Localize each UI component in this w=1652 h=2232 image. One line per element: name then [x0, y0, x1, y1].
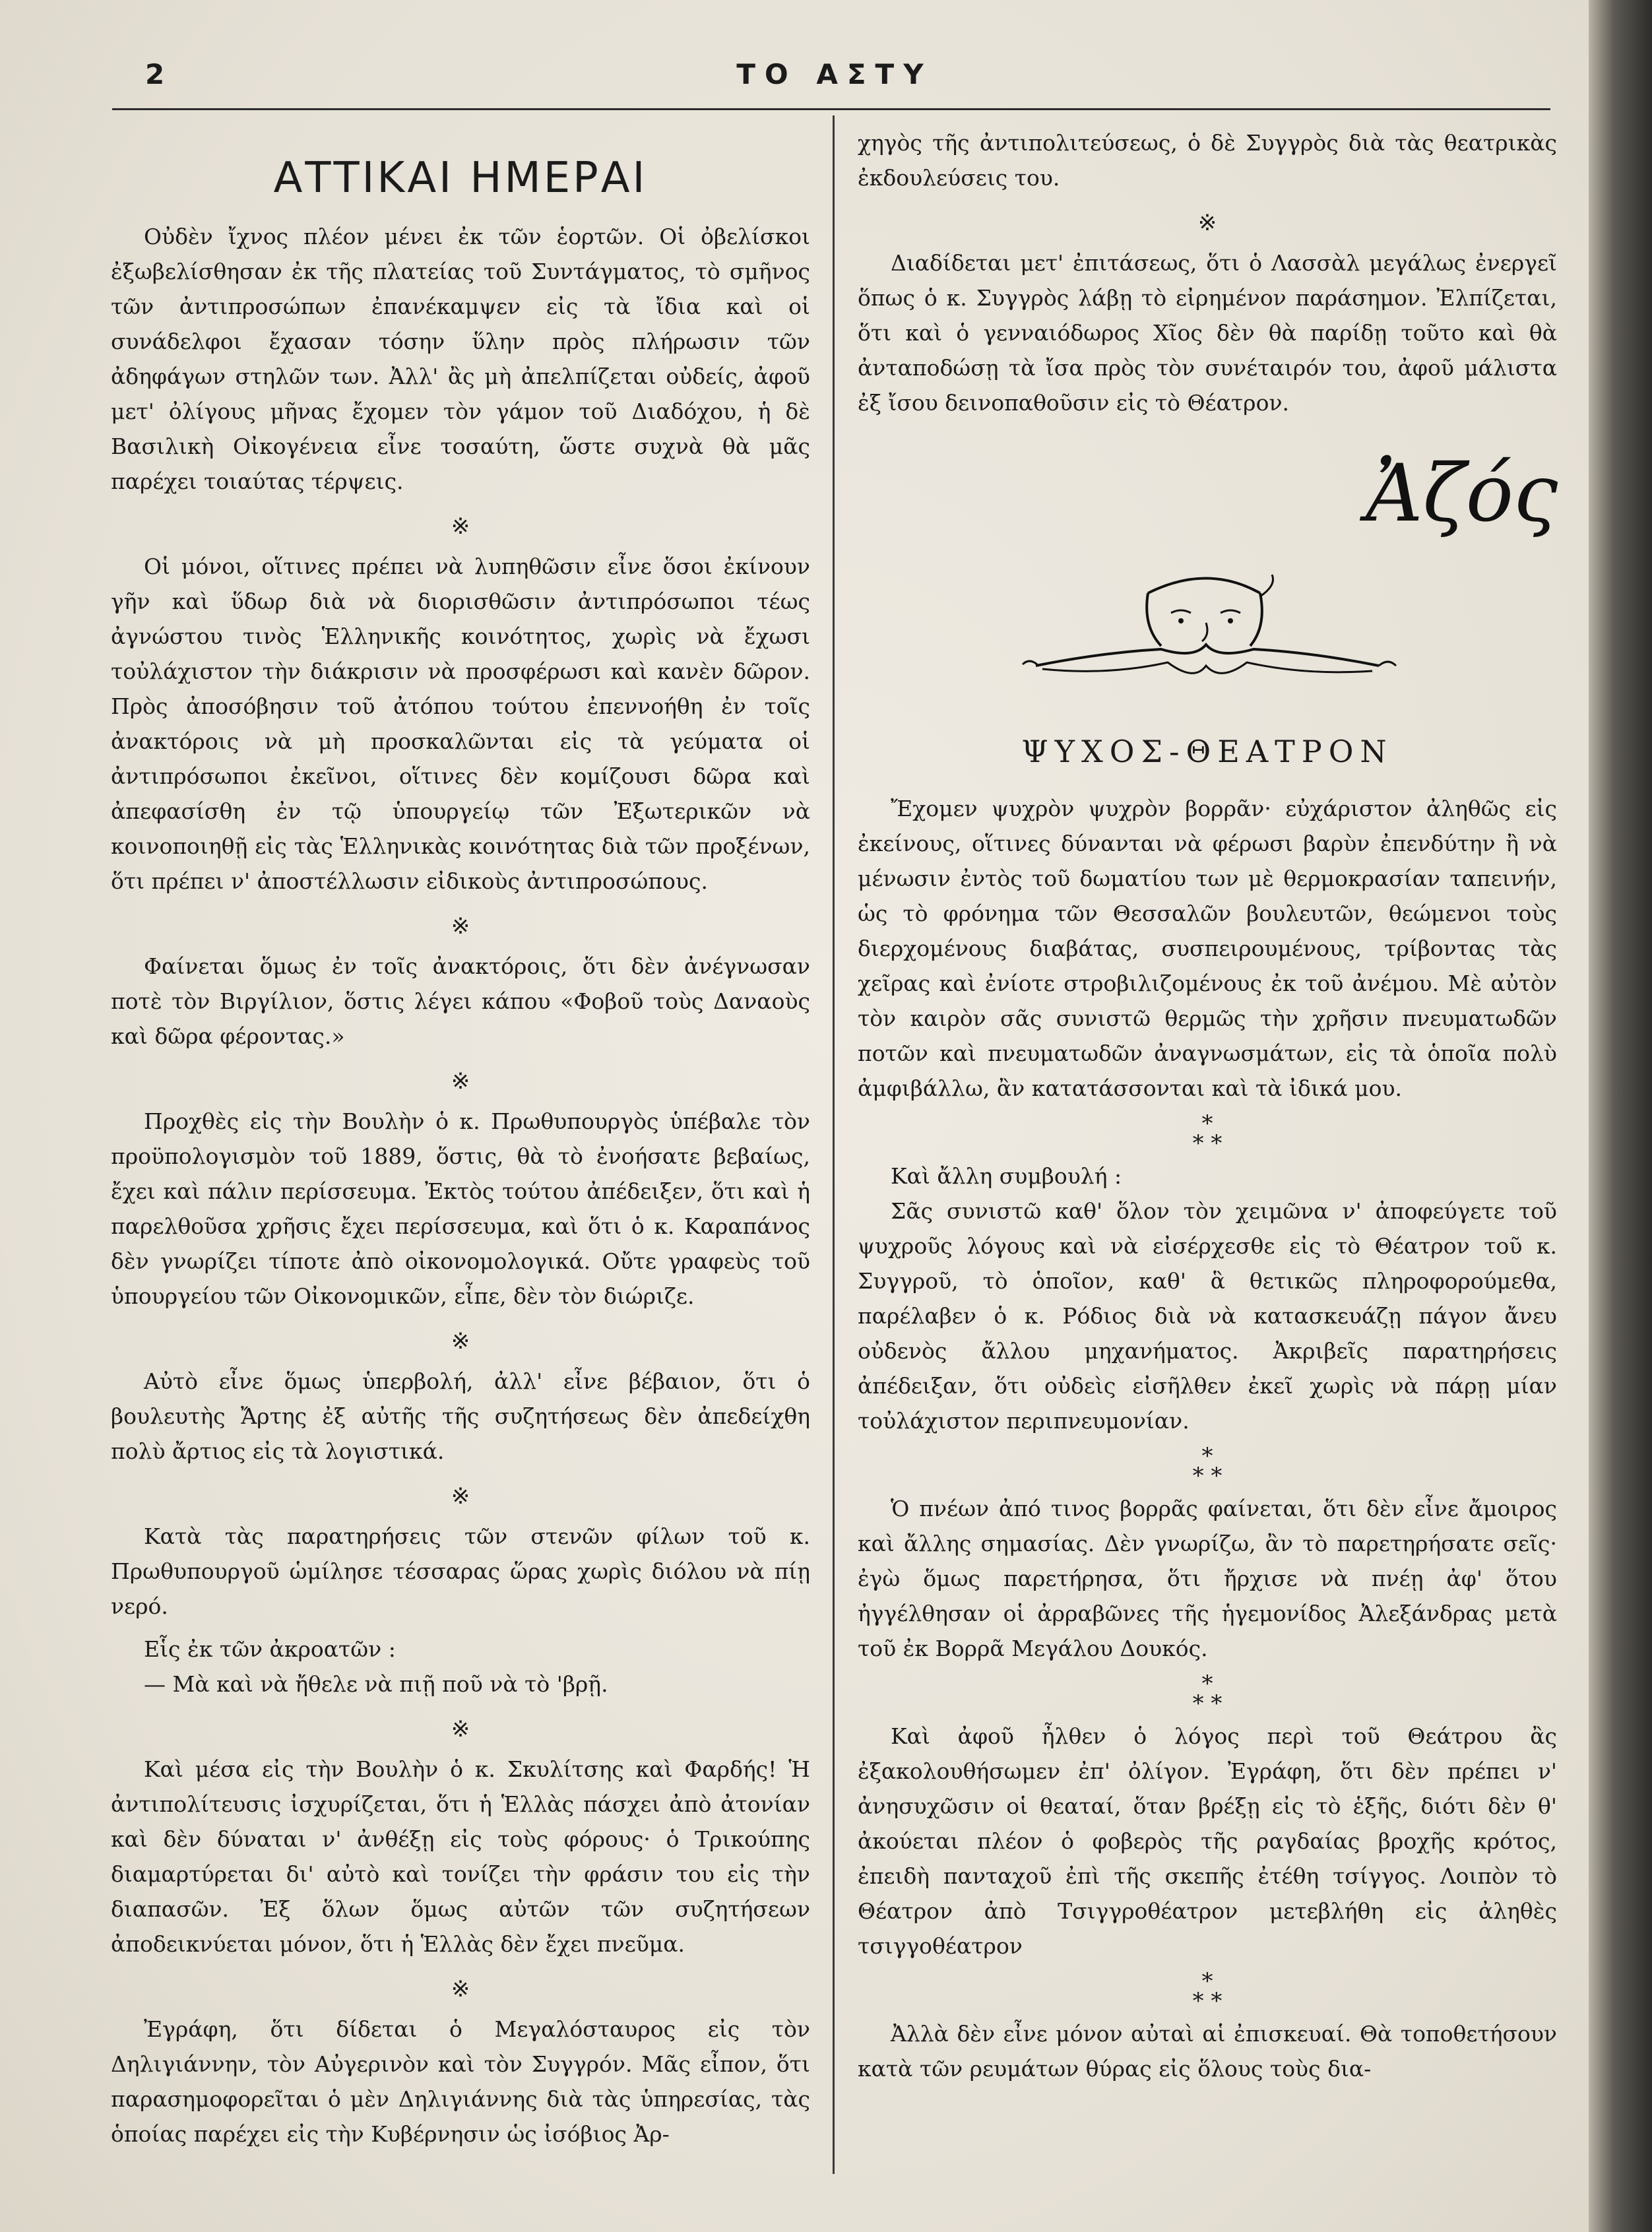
section-title-psychos-theatron: ΨΥΧΟΣ-ΘΕΑΤΡΟΝ [1021, 734, 1393, 769]
star-separator [858, 1110, 1557, 1157]
page-number: 2 [145, 58, 165, 90]
separator-ornament: ※ [451, 1976, 470, 2002]
page-header [125, 58, 1544, 104]
separator-ornament: ※ [451, 513, 470, 540]
separator-ornament: ※ [451, 913, 470, 940]
paragraph: Κατὰ τὰς παρατηρήσεις τῶν στενῶν φίλων τοῦ κ. Πρωθυπουργοῦ ὡμίλησε τέσσαρας ὥρας χωρὶς διόλου νὰ πίῃ νερό. [111, 1523, 810, 1619]
signature-text: Ἀζός [1366, 448, 1558, 540]
paragraph: Διαδίδεται μετ' ἐπιτάσεως, ὅτι ὁ Λασσὰλ μεγάλως ἐνεργεῖ ὅπως ὁ κ. Συγγρὸς λάβῃ τὸ εἰρημένον παράσημον. Ἐλπίζεται, ὅτι καὶ ὁ γενναιόδωρος Χῖος δὲν θὰ παρίδῃ τοῦτο καὶ θὰ ἀνταποδώσῃ τὰ ἴσα πρὸς τὸν συνέταιρόν του, ἀφοῦ μάλιστα ἐξ ἴσου δεινοπαθοῦσιν εἰς τὸ Θέατρον. [858, 250, 1557, 416]
star-pair: * * [1192, 1690, 1223, 1717]
paragraph: Αὐτὸ εἶνε ὅμως ὑπερβολή, ἀλλ' εἶνε βέβαιον, ὅτι ὁ βουλευτὴς Ἄρτης ἐξ αὐτῆς τῆς συζητήσεως δὲν ἀπεδείχθη πολὺ ἄρτιος εἰς τὰ λογιστικά. [111, 1368, 810, 1464]
paragraph: Οἱ μόνοι, οἵτινες πρέπει νὰ λυπηθῶσιν εἶνε ὅσοι ἐκίνουν γῆν καὶ ὕδωρ διὰ νὰ διορισθῶσιν ἀντιπρόσωποι τέως ἀγνώστου τινὸς Ἑλληνικῆς κοινότητος, χωρὶς νὰ ἔχωσι τοὐλάχιστον τὴν διάκρισιν νὰ προσφέρωσι καὶ κανὲν δῶρον. Πρὸς ἀποσόβησιν τοῦ ἀτόπου τούτου ἐπεννοήθη ἐν τοῖς ἀνακτόροις νὰ μὴ προσκαλῶνται εἰς τὰ γεύματα οἱ ἀντιπρόσωποι ἐκεῖνοι, οἵτινες δὲν κομίζουσι δῶρα καὶ ἀπεφασίσθη ἐν τῷ ὑπουργείῳ τῶν Ἐξωτερικῶν νὰ κοινοποιηθῇ εἰς τὰς Ἑλληνικὰς κοινότητας διὰ τῶν προξένων, ὅτι πρέπει ν' ἀποστέλλωσιν εἰδικοὺς ἀντιπροσώπους. [111, 554, 810, 894]
paragraph: Εἷς ἐκ τῶν ἀκροατῶν : [144, 1636, 396, 1662]
paragraph: Ὁ πνέων ἀπό τινος βορρᾶς φαίνεται, ὅτι δὲν εἶνε ἄμοιρος καὶ ἄλλης σημασίας. Δὲν γνωρίζω, ἂν τὸ παρετηρήσατε σεῖς· ἐγὼ ὅμως παρετήρησα, ὅτι ἤρχισε νὰ πνέῃ ἀφ' ὅτου ἠγγέλθησαν οἱ ἀρραβῶνες τῆς ἡγεμονίδος Ἀλεξάνδρας μετὰ τοῦ ἐκ Βορρᾶ Μεγάλου Δουκός. [858, 1496, 1557, 1661]
dialogue-line: — Μὰ καὶ νὰ ἤθελε νὰ πιῇ ποῦ νὰ τὸ 'βρῇ. [144, 1671, 608, 1697]
face-illustration [996, 567, 1418, 705]
page-binding-edge [1589, 0, 1652, 2232]
star-separator [858, 1968, 1557, 2014]
paragraph: Οὐδὲν ἴχνος πλέον μένει ἐκ τῶν ἑορτῶν. Οἱ ὀβελίσκοι ἐξωβελίσθησαν ἐκ τῆς πλατείας τοῦ Συντάγματος, τὸ σμῆνος τῶν ἀντιπροσώπων ἐπανέκαμψεν εἰς τὰ ἴδια καὶ οἱ συνάδελφοι ἔχασαν τόσην ὕλην πρὸς πλήρωσιν τῶν ἀδηφάγων στηλῶν των. Ἀλλ' ἂς μὴ ἀπελπίζεται οὐδείς, ἀφοῦ μετ' ὀλίγους μῆνας ἔχομεν τὸν γάμον τοῦ Διαδόχου, ἡ δὲ Βασιλικὴ Οἰκογένεια εἶνε τοσαύτη, ὥστε συχνὰ θὰ μᾶς παρέχει τοιαύτας τέρψεις. [111, 224, 810, 494]
column-divider [833, 115, 835, 2174]
paragraph: Προχθὲς εἰς τὴν Βουλὴν ὁ κ. Πρωθυπουργὸς ὑπέβαλε τὸν προϋπολογισμὸν τοῦ 1889, ὅστις, θὰ τὸ ἐνοήσατε βεβαίως, ἔχει καὶ πάλιν περίσσευμα. Ἐκτὸς τούτου ἀπέδειξεν, ὅτι καὶ ἡ παρελθοῦσα χρῆσις ἔχει περίσσευμα, καὶ ὅτι ὁ κ. Καραπάνος δὲν γνωρίζει τίποτε ἀπὸ οἰκονομολογικά. Οὔτε γραφεὺς τοῦ ὑπουργείου τῶν Οἰκονομικῶν, εἶπε, δὲν τὸν διώριζε. [111, 1108, 810, 1309]
section-title-attikai: ΑΤΤΙΚΑΙ ΗΜΕΡΑΙ [273, 154, 648, 203]
right-column [858, 125, 1557, 2094]
paragraph: Σᾶς συνιστῶ καθ' ὅλον τὸν χειμῶνα ν' ἀποφεύγετε τοῦ ψυχροῦς λόγους καὶ νὰ εἰσέρχεσθε εἰς τὸ Θέατρον τοῦ κ. Συγγροῦ, τὸ ὁποῖον, καθ' ἃ θετικῶς πληροφορούμεθα, παρέλαβεν ὁ κ. Ρόδιος διὰ νὰ κατασκευάζῃ πάγον ἄνευ οὐδενὸς ἄλλου μηχανήματος. Ἀκριβεῖς παρατηρήσεις ἀπέδειξαν, ὅτι οὐδεὶς εἰσῆλθεν ἐκεῖ χωρὶς νὰ πάρῃ μίαν τοὐλάχιστον περιπνευμονίαν. [858, 1198, 1557, 1434]
separator-ornament: ※ [451, 1068, 470, 1095]
star-separator [858, 1443, 1557, 1489]
paragraph: Καὶ ἄλλη συμβουλή : [891, 1163, 1122, 1189]
paragraph: χηγὸς τῆς ἀντιπολιτεύσεως, ὁ δὲ Συγγρὸς διὰ τὰς θεατρικὰς ἐκδουλεύσεις του. [858, 130, 1557, 191]
paragraph: Ἔχομεν ψυχρὸν ψυχρὸν βορρᾶν· εὐχάριστον ἀληθῶς εἰς ἐκείνους, οἵτινες δύνανται νὰ φέρωσι βαρὺν ἐπενδύτην ἢ νὰ μένωσιν ἐντὸς τοῦ δωματίου των μὲ θερμοκρασίαν ταπεινήν, ὡς τὸ φρόνημα τῶν Θεσσαλῶν βουλευτῶν, θεώμενοι τοὺς διερχομένους διαβάτας, συσπειρουμένους, τρίβοντας τὰς χεῖρας καὶ ἐνίοτε στροβιλιζομένους ἐκ τοῦ ἀνέμου. Μὲ αὐτὸν τὸν καιρὸν σᾶς συνιστῶ θερμῶς τὴν χρῆσιν πνευματωδῶν ποτῶν καὶ πνευματωδῶν ἀναγνωσμάτων, εἰς τὰ ὁποῖα πολὺ ἀμφιβάλλω, ἂν κατατάσσονται καὶ τὰ ἰδικά μου. [858, 796, 1557, 1101]
separator-ornament: ※ [451, 1716, 470, 1742]
left-column [111, 125, 810, 2159]
star: * [1201, 1443, 1213, 1469]
star: * [1201, 1110, 1213, 1137]
separator-ornament: ※ [451, 1483, 470, 1510]
paragraph: Ἀλλὰ δὲν εἶνε μόνον αὐταὶ αἱ ἐπισκευαί. Θὰ τοποθετήσουν κατὰ τῶν ρευμάτων θύρας εἰς ὅλους τοὺς δια- [858, 2021, 1557, 2082]
star-pair: * * [1192, 1130, 1223, 1157]
separator-ornament: ※ [451, 1328, 470, 1355]
paragraph: Καὶ μέσα εἰς τὴν Βουλὴν ὁ κ. Σκυλίτσης καὶ Φαρδής! Ἡ ἀντιπολίτευσις ἰσχυρίζεται, ὅτι ἡ Ἑλλὰς πάσχει ἀπὸ ἀτονίαν καὶ δὲν δύναται ν' ἀνθέξῃ εἰς τοὺς φόρους· ὁ Τρικούπης διαμαρτύρεται δι' αὐτὸ καὶ τονίζει τὴν φράσιν του εἰς τὴν διαπασῶν. Ἐξ ὅλων ὅμως αὐτῶν τῶν συζητήσεων ἀποδεικνύεται μόνον, ὅτι ἡ Ἑλλὰς δὲν ἔχει πνεῦμα. [111, 1756, 810, 1957]
paragraph: Ἐγράφη, ὅτι δίδεται ὁ Μεγαλόσταυρος εἰς τὸν Δηλιγιάννην, τὸν Αὐγερινὸν καὶ τὸν Συγγρόν. Μᾶς εἶπον, ὅτι παρασημοφορεῖται ὁ μὲν Δηλιγιάννης διὰ τὰς ὑπηρεσίας, τὰς ὁποίας παρέχει εἰς τὴν Κυβέρνησιν ὡς ἰσόβιος Ἀρ- [111, 2016, 810, 2147]
author-signature [858, 428, 1558, 554]
star-separator [858, 1671, 1557, 1717]
signature-image [1359, 428, 1558, 554]
paragraph: Καὶ ἀφοῦ ἦλθεν ὁ λόγος περὶ τοῦ Θεάτρου ἂς ἐξακολουθήσωμεν ἐπ' ὀλίγον. Ἐγράφη, ὅτι δὲν πρέπει ν' ἀνησυχῶσιν οἱ θεαταί, ὅταν βρέξῃ εἰς τὸ ἑξῆς, διότι δὲν θ' ἀκούεται πλέον ὁ φοβερὸς τῆς ραγδαίας βροχῆς κρότος, ἐπειδὴ πανταχοῦ ἐπὶ τῆς σκεπῆς ἐτέθη τσίγγος. Λοιπὸν τὸ Θέατρον ἀπὸ Τσιγγροθέατρον μετεβλήθη εἰς ἀληθὲς τσιγγοθέατρον [858, 1723, 1557, 1959]
header-rule [112, 108, 1550, 110]
paragraph: Φαίνεται ὅμως ἐν τοῖς ἀνακτόροις, ὅτι δὲν ἀνέγνωσαν ποτὲ τὸν Βιργίλιον, ὅστις λέγει κάπου «Φοβοῦ τοὺς Δαναοὺς καὶ δῶρα φέροντας.» [111, 953, 810, 1049]
star-pair: * * [1192, 1988, 1223, 2014]
star: * [1201, 1671, 1213, 1697]
star: * [1201, 1968, 1213, 1994]
masthead: ΤΟ ΑΣΤΥ [736, 58, 933, 90]
separator-ornament: ※ [1197, 210, 1217, 236]
star-pair: * * [1192, 1463, 1223, 1489]
